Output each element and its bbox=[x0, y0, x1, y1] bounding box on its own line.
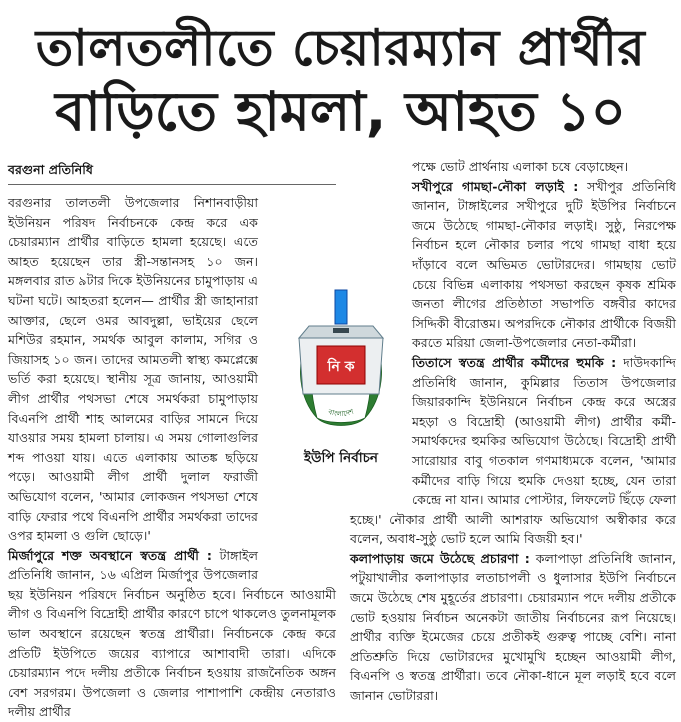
headline-line-1: তালতলীতে চেয়ারম্যান প্রার্থীর bbox=[35, 19, 646, 77]
continuation-paragraph: পক্ষে ভোট প্রার্থনায় এলাকা চষে বেড়াচ্ছেন। bbox=[412, 159, 629, 174]
section-mirzapur-body: টাঙ্গাইল প্রতিনিধি জানান, ১৬ এপ্রিল মির্জাপুর উপজেলার ছয় ইউনিয়ন পরিষদে নির্বাচন অনুষ্ঠিত হবে। নির্বাচনে আওয়ামী লীগ ও বিএনপি বিদ্রোহী প্রার্থীর কারণে চাপে থাকলেও তুলনামূলক ভাল অবস্থানে রয়েছেন স্বতন্ত্র প্রার্থীরা। নির্বাচনকে কেন্দ্র করে প্রতিটি ইউপিতে জয়ের ব্যাপারে আশাবাদী তারা। এদিকে চেয়ারম্যান পদে দলীয় প্রতীকে নির্বাচন হওয়ায় রাজনৈতিক অঙ্গন বেশ সরগরম। উপজেলা ও জেলার পাশাপাশি কেন্দ্রীয় নেতারাও দলীয় প্রার্থীর bbox=[8, 547, 336, 720]
lead-paragraph: বরগুনার তালতলী উপজেলার নিশানবাড়ীয়া ইউনিয়ন পরিষদ নির্বাচনকে কেন্দ্র করে এক চেয়ারম্যান প্রার্থীর বাড়িতে হামলা হয়েছে। এতে আহত হয়েছেন তার স্ত্রী-সন্তানসহ ১০ জন। মঙ্গলবার রাত ৯টার দিকে ইউনিয়নের চামুপাড়ায় এ ঘটনা ঘটে। আহতরা হলেন— প্রার্থীর স্ত্রী জাহানারা আক্তার, ছেলে ওমর আবদুল্লা, ভাইয়ের ছেলে মশিউর রহমান, সমর্থক আবুল কালাম, সগির ও জিয়াসহ ১০ জন। তাদের আমতলী স্বাস্থ্য কমপ্লেক্সে ভর্তি করা হয়েছে। স্থানীয় সূত্র জানায়, আওয়ামী লীগ প্রার্থীর পথসভা শেষে সমর্থকরা চামুপাড়ায় বিএনপি প্রার্থী শাহ আলমের বাড়ির সামনে দিয়ে যাওয়ার সময় হামলা চালায়। এ সময় গোলাগুলির শব্দ পাওয়া যায়। এতে এলাকায় আতঙ্ক ছড়িয়ে পড়ে। আওয়ামী লীগ প্রার্থী দুলাল ফরাজী অভিযোগ বলেন, 'আমার লোকজন পথসভা শেষে বাড়ি ফেরার পথে বিএনপি প্রার্থীর সমর্থকরা তাদের ওপর হামলা ও গুলি ছোড়ে।' bbox=[8, 195, 258, 544]
section-titas-head: তিতাসে স্বতন্ত্র প্রার্থীর কর্মীদের হুমকি : bbox=[412, 354, 617, 370]
election-commission-logo bbox=[287, 286, 395, 466]
right-column bbox=[350, 157, 677, 704]
svg-text:বাংলাদেশ: বাংলাদেশ bbox=[327, 407, 355, 419]
section-kalapara-head: কলাপাড়ায় জমে উঠেছে প্রচারণা : bbox=[350, 550, 530, 566]
ballot-box-icon bbox=[287, 286, 395, 451]
byline-divider bbox=[8, 184, 336, 185]
section-titas-body: দাউদকান্দি প্রতিনিধি জানান, কুমিল্লার তিতাস উপজেলার জিয়ারকান্দি ইউনিয়নে নির্বাচন কেন্দ্র করে অস্ত্রের মহড়া ও বিদ্রোহী (আওয়ামী লীগ) প্রার্থীর কর্মী-সমার্থকদের হুমকির অভিযোগ উঠেছে। বিদ্রোহী প্রার্থী সারোয়ার বাবু গতকাল গণমাধ্যমকে বলেন, 'আমার কর্মীদের বাড়ি গিয়ে হুমকি দেওয়া হচ্ছে, যেন তারা কেন্দ্রে না যান। আমার পোস্টার, লিফলেট ছিঁড়ে ফেলা হচ্ছে।' নৌকার প্রার্থী আলী আশরাফ অভিযোগ অস্বীকার করে বলেন, অবাধ-সুষ্ঠু ভোট হলে আমি বিজয়ী হব।' bbox=[350, 354, 677, 547]
section-kalapara bbox=[350, 549, 676, 706]
headline-line-2: বাড়িতে হামলা, আহত ১০ bbox=[55, 80, 626, 143]
section-mirzapur-head: মির্জাপুরে শক্ত অবস্থানে স্বতন্ত্র প্রার্থী : bbox=[8, 547, 212, 563]
ballot-paper-icon bbox=[335, 290, 347, 324]
svg-text:নি ক: নি ক bbox=[327, 359, 355, 375]
section-sakhipur-body: সখীপুর প্রতিনিধি জানান, টাঙ্গাইলের সখীপুরে দুটি ইউপির নির্বাচনে জমে উঠেছে গামছা-নৌকার লড়াই। সুষ্ঠু, নিরপেক্ষ নির্বাচন হলে নৌকার চলার পথে গামছা বাধা হয়ে দাঁড়াবে বলে অভিমত ভোটারদের। গামছায় ভোট চেয়ে বিভিন্ন এলাকায় পথসভা করছেন কৃষক শ্রমিক জনতা লীগের প্রতিষ্ঠাতা সভাপতি বঙ্গবীর কাদের সিদ্দিকী বীরোত্তম। অপরদিকে নৌকার প্রার্থীকে বিজয়ী করতে মরিয়া জেলা-উপজেলার নেতা-কর্মীরা। bbox=[412, 178, 676, 351]
headline bbox=[0, 0, 681, 152]
logo-caption: ইউপি নির্বাচন bbox=[287, 449, 395, 467]
section-kalapara-body: কলাপাড়া প্রতিনিধি জানান, পটুয়াখালীর কলাপাড়ার লতাচাপলী ও ধুলাসার ইউপি নির্বাচনে জমে উঠেছে শেষ মুহূর্তের প্রচারণা। চেয়ারম্যান পদে দলীয় প্রতীকে ভোট হওয়ায় নির্বাচন অনেকটা জাতীয় নির্বাচনের রূপ নিয়েছে। প্রার্থীর ব্যক্তি ইমেজের চেয়ে প্রতীকই গুরুত্ব পাচ্ছে বেশি। নানা প্রতিশ্রুতি দিয়ে ভোটারদের মুখোমুখি হচ্ছেন আওয়ামী লীগ, বিএনপি ও স্বতন্ত্র প্রার্থীরা। তবে নৌকা-ধানে মূল লড়াই হবে বলে জানান ভোটাররা। bbox=[350, 550, 677, 704]
byline: বরগুনা প্রতিনিধি bbox=[8, 162, 93, 177]
section-sakhipur-head: সখীপুরে গামছা-নৌকা লড়াই : bbox=[412, 178, 579, 194]
